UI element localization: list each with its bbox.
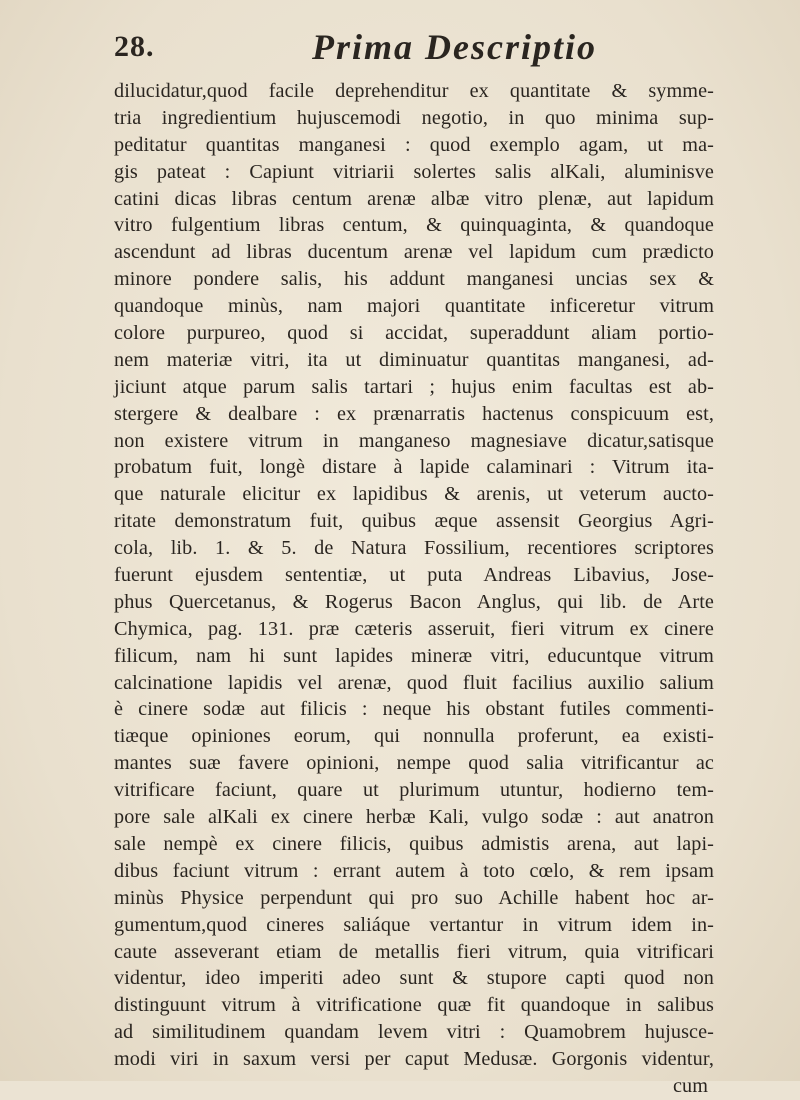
page-header — [100, 26, 700, 70]
text-line: catini dicas libras centum arenæ albæ vitro plenæ, aut lapidum — [114, 187, 714, 210]
text-line: minùs Physice perpendunt qui pro suo Achille habent hoc ar- — [114, 886, 714, 909]
text-line: probatum fuit, longè distare à lapide calaminari : Vitrum ita- — [114, 456, 714, 479]
text-line: cola, lib. 1. & 5. de Natura Fossilium, recentiores scriptores — [114, 537, 714, 560]
text-line: sale nempè ex cinere filicis, quibus admistis arena, aut lapi- — [114, 832, 714, 855]
text-line: nem materiæ vitri, ita ut diminuatur quantitas manganesi, ad- — [114, 348, 714, 371]
text-line: fuerunt ejusdem sententiæ, ut puta Andreas Libavius, Jose- — [114, 564, 714, 587]
body-text — [114, 78, 714, 1100]
text-line: stergere & dealbare : ex prænarratis hactenus conspicuum est, — [114, 402, 714, 425]
text-line: pore sale alKali ex cinere herbæ Kali, vulgo sodæ : aut anatron — [114, 806, 714, 829]
text-line: mantes suæ favere opinioni, nempe quod salia vitrificantur ac — [114, 752, 714, 775]
text-line: jiciunt atque parum salis tartari ; hujus enim facultas est ab- — [114, 375, 714, 398]
text-line: distinguunt vitrum à vitrificatione quæ fit quandoque in salibus — [114, 994, 714, 1017]
text-line: minore pondere salis, his addunt manganesi uncias sex & — [114, 268, 714, 291]
text-line: quandoque minùs, nam majori quantitate inficeretur vitrum — [114, 295, 714, 318]
text-line: tiæque opiniones eorum, qui nonnulla proferunt, ea existi- — [114, 725, 714, 748]
text-line: calcinatione lapidis vel arenæ, quod fluit facilius auxilio salium — [114, 671, 714, 694]
page-number: 28. — [114, 30, 155, 63]
text-line: vitrificare faciunt, quare ut plurimum utuntur, hodierno tem- — [114, 779, 714, 802]
text-line: gumentum,quod cineres saliáque vertantur in vitrum idem in- — [114, 913, 714, 936]
text-line: dilucidatur,quod facile deprehenditur ex quantitate & symme- — [114, 80, 714, 102]
text-line: colore purpureo, quod si accidat, superaddunt aliam portio- — [114, 322, 714, 345]
text-line: gis pateat : Capiunt vitriarii solertes salis alKali, aluminisve — [114, 160, 714, 183]
text-line: modi viri in saxum versi per caput Medusæ. Gorgonis videntur, — [114, 1048, 714, 1071]
catchword: cum — [672, 1074, 708, 1097]
running-head: Prima Descriptio — [312, 27, 597, 67]
text-line: que naturale elicitur ex lapidibus & arenis, ut veterum aucto- — [114, 483, 714, 506]
text-line: caute asseverant etiam de metallis fieri vitrum, quia vitrificari — [114, 940, 714, 963]
text-line: Chymica, pag. 131. præ cæteris asseruit, fieri vitrum ex cinere — [114, 617, 714, 640]
text-line: filicum, nam hi sunt lapides mineræ vitri, educuntque vitrum — [114, 644, 714, 667]
text-line: ascendunt ad libras ducentum arenæ vel lapidum cum prædicto — [114, 241, 714, 264]
text-line: non existere vitrum in manganeso magnesiave dicatur,satisque — [114, 429, 714, 452]
text-line: ad similitudinem quandam levem vitri : Quamobrem hujusce- — [114, 1021, 714, 1044]
text-line: ritate demonstratum fuit, quibus æque assensit Georgius Agri- — [114, 510, 714, 533]
text-line: videntur, ideo imperiti adeo sunt & stupore capti quod non — [114, 967, 714, 990]
text-line: dibus faciunt vitrum : errant autem à toto cœlo, & rem ipsam — [114, 859, 714, 882]
text-line: phus Quercetanus, & Rogerus Bacon Anglus, qui lib. de Arte — [114, 590, 714, 613]
text-line: è cinere sodæ aut filicis : neque his obstant futiles commenti- — [114, 698, 714, 721]
text-line: tria ingredientium hujuscemodi negotio, in quo minima sup- — [114, 106, 714, 129]
text-line: vitro fulgentium libras centum, & quinquaginta, & quandoque — [114, 214, 714, 237]
text-line: peditatur quantitas manganesi : quod exemplo agam, ut ma- — [114, 133, 714, 156]
